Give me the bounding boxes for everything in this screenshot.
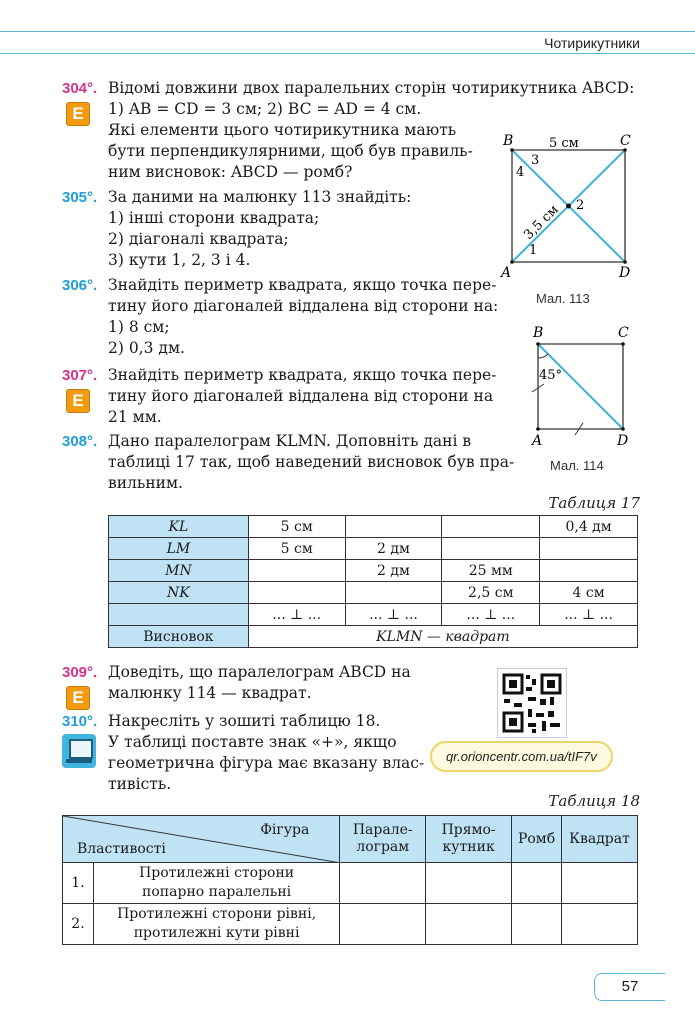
table-cell — [442, 516, 540, 538]
column-header: Прямо- кутник — [426, 816, 512, 863]
e-badge-icon: E — [66, 389, 90, 413]
table-cell — [340, 863, 426, 904]
table-cell: 5 см — [248, 516, 345, 538]
column-header: Парале- лограм — [340, 816, 426, 863]
label-C: C — [620, 133, 631, 149]
figure-114 — [525, 320, 645, 455]
label-angle-2: 2 — [576, 198, 585, 213]
table-cell — [345, 582, 442, 604]
table-row-header: MN — [109, 560, 249, 582]
figure-114-caption: Мал. 114 — [550, 458, 604, 473]
e-badge-icon: E — [66, 102, 90, 126]
problem-line: 3) кути 1, 2, 3 і 4. — [108, 251, 251, 269]
problem-line: За даними на малюнку 113 знайдіть: — [108, 188, 412, 206]
vertex-point — [536, 427, 540, 431]
label-B: B — [533, 325, 544, 341]
table-row — [109, 604, 638, 626]
problem-line: тину його діагоналей віддалена від сторони на — [108, 387, 494, 405]
problem-line: вильним. — [108, 474, 183, 492]
table-cell: ... ⊥ ... — [442, 604, 540, 626]
property-line: попарно паралельні — [142, 884, 292, 900]
vertex-point — [510, 260, 514, 264]
property-line: Протилежні сторони рівні, — [117, 906, 317, 922]
table-row — [63, 863, 638, 904]
header-top-rule — [0, 31, 695, 32]
table-row — [109, 538, 638, 560]
table-cell — [540, 560, 638, 582]
problem-line: тину його діагоналей віддалена від сторони на: — [108, 297, 499, 315]
conclusion-label: Висновок — [109, 626, 249, 648]
problem-305-number: 305°. — [62, 189, 98, 206]
table-cell — [248, 582, 345, 604]
page-number: 57 — [594, 973, 665, 1001]
label-A: A — [532, 433, 543, 449]
corner-top-label: Фігура — [260, 822, 310, 838]
column-header: Квадрат — [562, 816, 638, 863]
problem-line: геометрична фігура має вказану влас- — [108, 754, 425, 772]
table-header-row — [63, 816, 638, 863]
table-cell: ... ⊥ ... — [540, 604, 638, 626]
intersection-point — [566, 204, 571, 209]
table-row — [109, 560, 638, 582]
qr-link[interactable]: qr.orioncentr.com.ua/tIF7v — [430, 741, 613, 772]
table-cell — [340, 904, 426, 945]
problem-line: Накресліть у зошиті таблицю 18. — [108, 712, 381, 730]
problem-305-text — [108, 187, 411, 271]
table-cell: 2 дм — [345, 560, 442, 582]
row-number: 1. — [63, 863, 94, 904]
header-bottom-rule — [0, 53, 695, 54]
table-cell — [426, 904, 512, 945]
corner-bottom-label: Властивості — [77, 841, 166, 857]
table-cell — [442, 538, 540, 560]
problem-line: бути перпендикулярними, щоб був правиль- — [108, 142, 473, 160]
label-diagonal: 3,5 см — [521, 202, 562, 243]
table-row — [63, 904, 638, 945]
angle-arc — [538, 354, 548, 358]
label-C: C — [618, 325, 629, 341]
corner-cell — [63, 816, 340, 863]
conclusion-value: KLMN — квадрат — [248, 626, 637, 648]
problem-308-number: 308°. — [62, 433, 98, 450]
problem-line: Знайдіть периметр квадрата, якщо точка пере- — [108, 366, 497, 384]
table-cell: 4 см — [540, 582, 638, 604]
table-cell — [512, 904, 562, 945]
table-17 — [108, 515, 638, 648]
problem-line: Дано паралелограм KLMN. Доповніть дані в — [108, 432, 472, 450]
problem-line: 1) AB = CD = 3 см; 2) BC = AD = 4 см. — [108, 100, 422, 118]
table-cell: 2 дм — [345, 538, 442, 560]
vertex-point — [536, 342, 540, 346]
table-row-header: NK — [109, 582, 249, 604]
qr-code-icon — [498, 669, 566, 737]
problem-line: 21 мм. — [108, 408, 162, 426]
table-cell: 25 мм — [442, 560, 540, 582]
label-D: D — [617, 433, 629, 449]
vertex-point — [623, 260, 627, 264]
computer-icon — [62, 734, 96, 768]
problem-310-text — [108, 711, 424, 795]
table-cell — [248, 560, 345, 582]
table-row — [109, 582, 638, 604]
problem-line: таблиці 17 так, щоб наведений висновок був пра- — [108, 453, 515, 471]
table-18-caption: Таблиця 18 — [548, 792, 640, 810]
table-cell: ... ⊥ ... — [345, 604, 442, 626]
label-angle-1: 1 — [529, 243, 538, 258]
qr-code[interactable] — [497, 668, 567, 738]
problem-307-number: 307°. — [62, 367, 98, 384]
label-angle: 45° — [539, 368, 563, 383]
label-D: D — [619, 265, 631, 281]
table-row — [109, 626, 638, 648]
table-cell — [562, 904, 638, 945]
problem-line: 1) інші сторони квадрата; — [108, 209, 320, 227]
table-row-header: KL — [109, 516, 249, 538]
column-header: Ромб — [512, 816, 562, 863]
problem-309-number: 309°. — [62, 664, 98, 681]
problem-line: Знайдіть периметр квадрата, якщо точка пере- — [108, 276, 497, 294]
problem-307-text — [108, 365, 496, 428]
problem-line: 1) 8 см; — [108, 318, 170, 336]
property-line: протилежні кути рівні — [133, 925, 300, 941]
property-line: Протилежні сторони — [139, 865, 295, 881]
table-cell — [345, 516, 442, 538]
vertex-point — [621, 427, 625, 431]
problem-line: У таблиці поставте знак «+», якщо — [108, 733, 397, 751]
label-A: A — [501, 265, 512, 281]
table-cell: 2,5 см — [442, 582, 540, 604]
table-cell — [426, 863, 512, 904]
table-row — [109, 516, 638, 538]
table-row-header: LM — [109, 538, 249, 560]
label-side: 5 см — [549, 136, 579, 151]
table-cell: 5 см — [248, 538, 345, 560]
problem-line: тивість. — [108, 775, 172, 793]
problem-line: 2) діагоналі квадрата; — [108, 230, 289, 248]
label-angle-4: 4 — [516, 165, 525, 180]
table-cell: ... ⊥ ... — [248, 604, 345, 626]
table-row-header — [109, 604, 249, 626]
problem-306-number: 306°. — [62, 277, 98, 294]
problem-line: малюнку 114 — квадрат. — [108, 684, 312, 702]
computer-screen — [69, 739, 93, 759]
figure-113 — [495, 128, 645, 288]
problem-308-text — [108, 431, 514, 494]
row-property — [93, 904, 339, 945]
table-cell — [540, 538, 638, 560]
table-cell — [562, 863, 638, 904]
problem-line: Відомі довжини двох паралельних сторін чотирикутника ABCD: — [108, 79, 635, 97]
table-cell — [512, 863, 562, 904]
problem-line: ним висновок: ABCD — ромб? — [108, 163, 353, 181]
section-title: Чотирикутники — [544, 35, 640, 51]
problem-line: Доведіть, що паралелограм ABCD на — [108, 663, 411, 681]
e-badge-icon: E — [66, 686, 90, 710]
table-cell: 0,4 дм — [540, 516, 638, 538]
table-18 — [62, 815, 638, 945]
diagonal-bd — [538, 344, 623, 429]
figure-113-caption: Мал. 113 — [536, 291, 590, 306]
vertex-point — [621, 342, 625, 346]
row-number: 2. — [63, 904, 94, 945]
problem-line: 2) 0,3 дм. — [108, 339, 185, 357]
label-angle-3: 3 — [531, 153, 540, 168]
table-17-caption: Таблиця 17 — [548, 494, 640, 512]
problem-line: Які елементи цього чотирикутника мають — [108, 121, 457, 139]
problem-310-number: 310°. — [62, 713, 98, 730]
problem-304-number: 304°. — [62, 80, 98, 97]
computer-stand — [66, 759, 92, 763]
row-property — [93, 863, 339, 904]
label-B: B — [503, 133, 514, 149]
problem-309-text — [108, 662, 411, 704]
problem-306-text — [108, 275, 498, 359]
